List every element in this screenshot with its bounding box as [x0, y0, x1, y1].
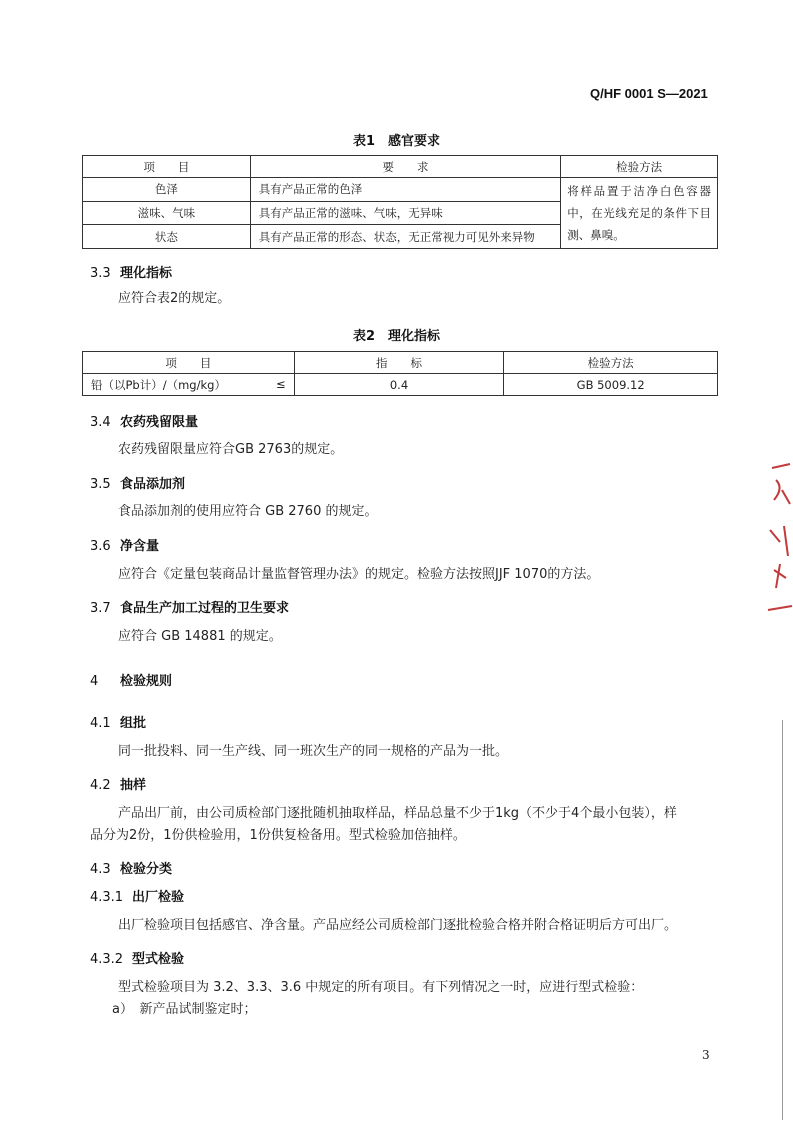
section-number: 3.3 — [90, 266, 111, 281]
column-header: 要 求 — [250, 156, 560, 178]
section-title: 检验分类 — [120, 862, 173, 877]
seal-stamp-icon — [762, 460, 793, 620]
paragraph: 应符合《定量包装商品计量监督管理办法》的规定。检验方法按照JJF 1070的方法。 — [118, 567, 600, 582]
paragraph: 品分为2份，1份供检验用，1份供复检备用。型式检验加倍抽样。 — [90, 828, 466, 843]
section-number: 4.1 — [90, 716, 111, 731]
paragraph: 食品添加剂的使用应符合 GB 2760 的规定。 — [118, 504, 378, 519]
paragraph: 型式检验项目为 3.2、3.3、3.6 中规定的所有项目。有下列情况之一时，应进行型式检验： — [118, 980, 644, 995]
section-number: 3.7 — [90, 601, 111, 616]
physicochemical-table — [82, 351, 718, 396]
section-number: 4.3.2 — [90, 952, 124, 967]
section-heading — [90, 597, 289, 616]
section-heading — [90, 774, 146, 793]
section-number: 3.6 — [90, 539, 111, 554]
section-heading — [90, 473, 185, 492]
section-number: 3.4 — [90, 415, 111, 430]
table2-title: 表2 理化指标 — [352, 329, 441, 344]
table-header-row — [83, 352, 718, 374]
table-header-row — [83, 156, 718, 178]
list-item: a） 新产品试制鉴定时； — [112, 1002, 257, 1017]
section-title: 农药残留限量 — [120, 415, 199, 430]
section-number: 4 — [90, 674, 99, 689]
page-number: 3 — [702, 1048, 710, 1062]
limit-cell: 0.4 — [294, 374, 504, 396]
section-title: 抽样 — [120, 778, 147, 793]
column-header: 项 目 — [83, 352, 295, 374]
item-cell: 滋味、气味 — [83, 201, 251, 225]
section-number: 4.3 — [90, 862, 111, 877]
item-cell: 状态 — [83, 225, 251, 249]
section-title: 食品生产加工过程的卫生要求 — [120, 601, 290, 616]
section-title: 理化指标 — [120, 266, 173, 281]
section-title: 净含量 — [120, 539, 160, 554]
requirement-cell: 具有产品正常的形态、状态，无正常视力可见外来异物 — [250, 225, 560, 249]
chapter-heading — [90, 670, 172, 689]
section-heading — [90, 858, 172, 877]
scan-edge-line — [782, 720, 783, 1120]
section-number: 3.5 — [90, 477, 111, 492]
subsection-heading — [90, 948, 184, 967]
method-cell: 将样品置于洁净白色容器中，在光线充足的条件下目测、鼻嗅。 — [561, 178, 718, 249]
requirement-cell: 具有产品正常的色泽 — [250, 178, 560, 202]
section-number: 4.3.1 — [90, 890, 124, 905]
section-heading — [90, 262, 172, 281]
subsection-heading — [90, 886, 184, 905]
section-heading — [90, 535, 159, 554]
paragraph: 产品出厂前，由公司质检部门逐批随机抽取样品，样品总量不少于1kg（不少于4个最小包装），样 — [118, 806, 677, 821]
section-number: 4.2 — [90, 778, 111, 793]
paragraph: 农药残留限量应符合GB 2763的规定。 — [118, 442, 344, 457]
section-heading — [90, 411, 198, 430]
paragraph: 应符合表2的规定。 — [118, 291, 231, 306]
section-title: 出厂检验 — [132, 890, 185, 905]
item-cell — [83, 374, 295, 396]
table1-title: 表1 感官要求 — [352, 134, 441, 149]
table-row — [83, 178, 718, 202]
section-title: 检验规则 — [120, 674, 173, 689]
paragraph: 应符合 GB 14881 的规定。 — [118, 629, 282, 644]
paragraph: 出厂检验项目包括感官、净含量。产品应经公司质检部门逐批检验合格并附合格证明后方可出厂。 — [118, 918, 678, 933]
sensory-requirements-table — [82, 155, 718, 249]
paragraph: 同一批投料、同一生产线、同一班次生产的同一规格的产品为一批。 — [118, 744, 509, 759]
standard-code: Q/HF 0001 S—2021 — [590, 86, 708, 101]
column-header: 检验方法 — [504, 352, 718, 374]
column-header: 指 标 — [294, 352, 504, 374]
item-label: 铅（以Pb计）/（mg/kg） — [91, 377, 226, 392]
requirement-cell: 具有产品正常的滋味、气味，无异味 — [250, 201, 560, 225]
column-header: 项 目 — [83, 156, 251, 178]
column-header: 检验方法 — [561, 156, 718, 178]
section-title: 组批 — [120, 716, 147, 731]
section-heading — [90, 712, 146, 731]
less-equal-symbol: ≤ — [276, 377, 286, 391]
seal-stamp-fragment — [762, 460, 793, 620]
item-cell: 色泽 — [83, 178, 251, 202]
section-title: 食品添加剂 — [120, 477, 186, 492]
section-title: 型式检验 — [132, 952, 185, 967]
table-row — [83, 374, 718, 396]
method-cell: GB 5009.12 — [504, 374, 718, 396]
